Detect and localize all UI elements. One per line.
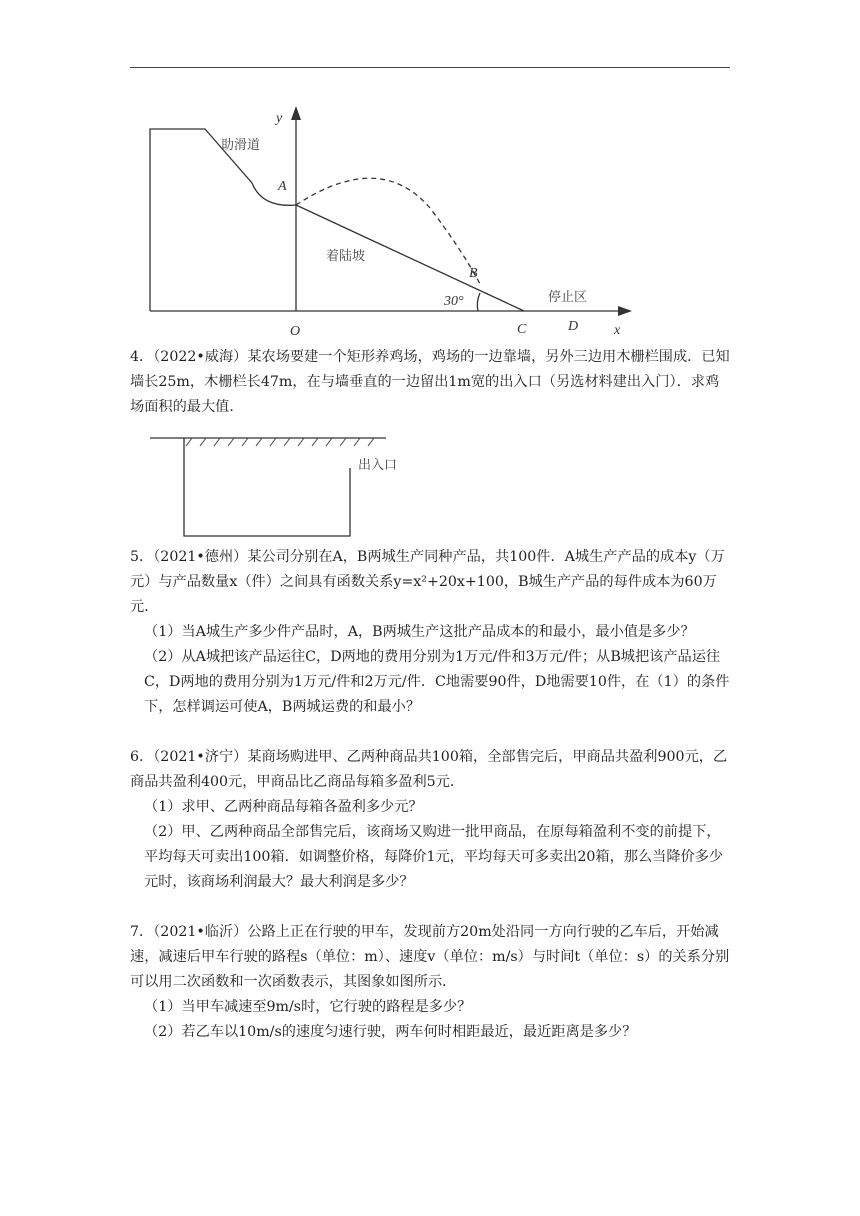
question-number: 6． [130, 749, 154, 765]
stop-area-label: 停止区 [548, 290, 588, 305]
landing-slope-label: 着陆坡 [326, 249, 366, 264]
question-text: 某农场要建一个矩形养鸡场，鸡场的一边靠墙，另外三边用木栅栏围成．已知墙长25m，木栅栏长47m，在与墙垂直的一边留出1m宽的出入口（另选材料建出入门）．求鸡场面积的最大值． [130, 349, 730, 415]
question-number: 4． [130, 349, 154, 365]
question-5 [130, 545, 730, 720]
question-part-2: （2）若乙车以10m/s的速度匀速行驶，两车何时相距最近，最近距离是多少？ [144, 1024, 637, 1040]
slide-path-label: 助滑道 [221, 138, 261, 153]
question-number: 7． [130, 924, 154, 940]
point-b-label: B [469, 266, 478, 281]
question-number: 5． [130, 549, 154, 565]
point-a-label: A [278, 179, 287, 194]
gate-label: 出入口 [358, 458, 398, 473]
question-part-1: （1）当甲车减速至9m/s时，它行驶的路程是多少？ [144, 999, 472, 1015]
question-intro: 某商场购进甲、乙两种商品共100箱，全部售完后，甲商品共盈利900元，乙商品共盈利400元，甲商品比乙商品每箱多盈利5元． [130, 749, 728, 790]
x-axis-label: x [614, 323, 621, 338]
question-part-2: （2）甲、乙两种商品全部售完后，该商场又购进一批甲商品，在原每箱盈利不变的前提下，平均每天可卖出100箱．如调整价格，每降价1元，平均每天可多卖出20箱，那么当降价多少元时，该商场利润最大？最大利润是多少？ [144, 824, 724, 890]
y-axis-label: y [276, 111, 283, 126]
point-d-label: D [568, 319, 579, 334]
question-source: （2021•德州） [153, 549, 248, 565]
question-6 [130, 745, 730, 895]
question-source: （2021•济宁） [153, 749, 248, 765]
question-intro: 某公司分别在A，B两城生产同种产品，共100件．A城生产产品的成本y（万元）与产品数量x（件）之间具有函数关系y=x²+20x+100，B城生产产品的每件成本为60万元． [130, 549, 725, 615]
angle-label: 30° [444, 294, 464, 309]
wall-hatching [186, 438, 374, 446]
point-c-label: C [517, 322, 527, 337]
question-part-2: （2）从A城把该产品运往C，D两地的费用分别为1万元/件和3万元/件；从B城把该产品运往C，D两地的费用分别为1万元/件和2万元/件．C地需要90件，D地需要10件，在（1）的条件下，怎样调运可使A，B两城运费的和最小？ [144, 649, 730, 715]
question-7 [130, 920, 730, 1045]
question-source: （2021•临沂） [153, 924, 248, 940]
question-source: （2022•威海） [153, 349, 248, 365]
chicken-farm-figure [0, 0, 860, 545]
question-part-1: （1）求甲、乙两种商品每箱各盈利多少元？ [144, 799, 423, 815]
fence-outline [184, 438, 350, 536]
origin-label: O [290, 324, 301, 339]
question-intro: 公路上正在行驶的甲车，发现前方20m处沿同一方向行驶的乙车后，开始减速，减速后甲车行驶的路程s（单位：m）、速度v（单位：m/s）与时间t（单位：s）的关系分别可以用二次函数和一次函数表示，其图象如图所示． [130, 924, 730, 990]
question-part-1: （1）当A城生产多少件产品时，A，B两城生产这批产品成本的和最小，最小值是多少？ [144, 624, 695, 640]
